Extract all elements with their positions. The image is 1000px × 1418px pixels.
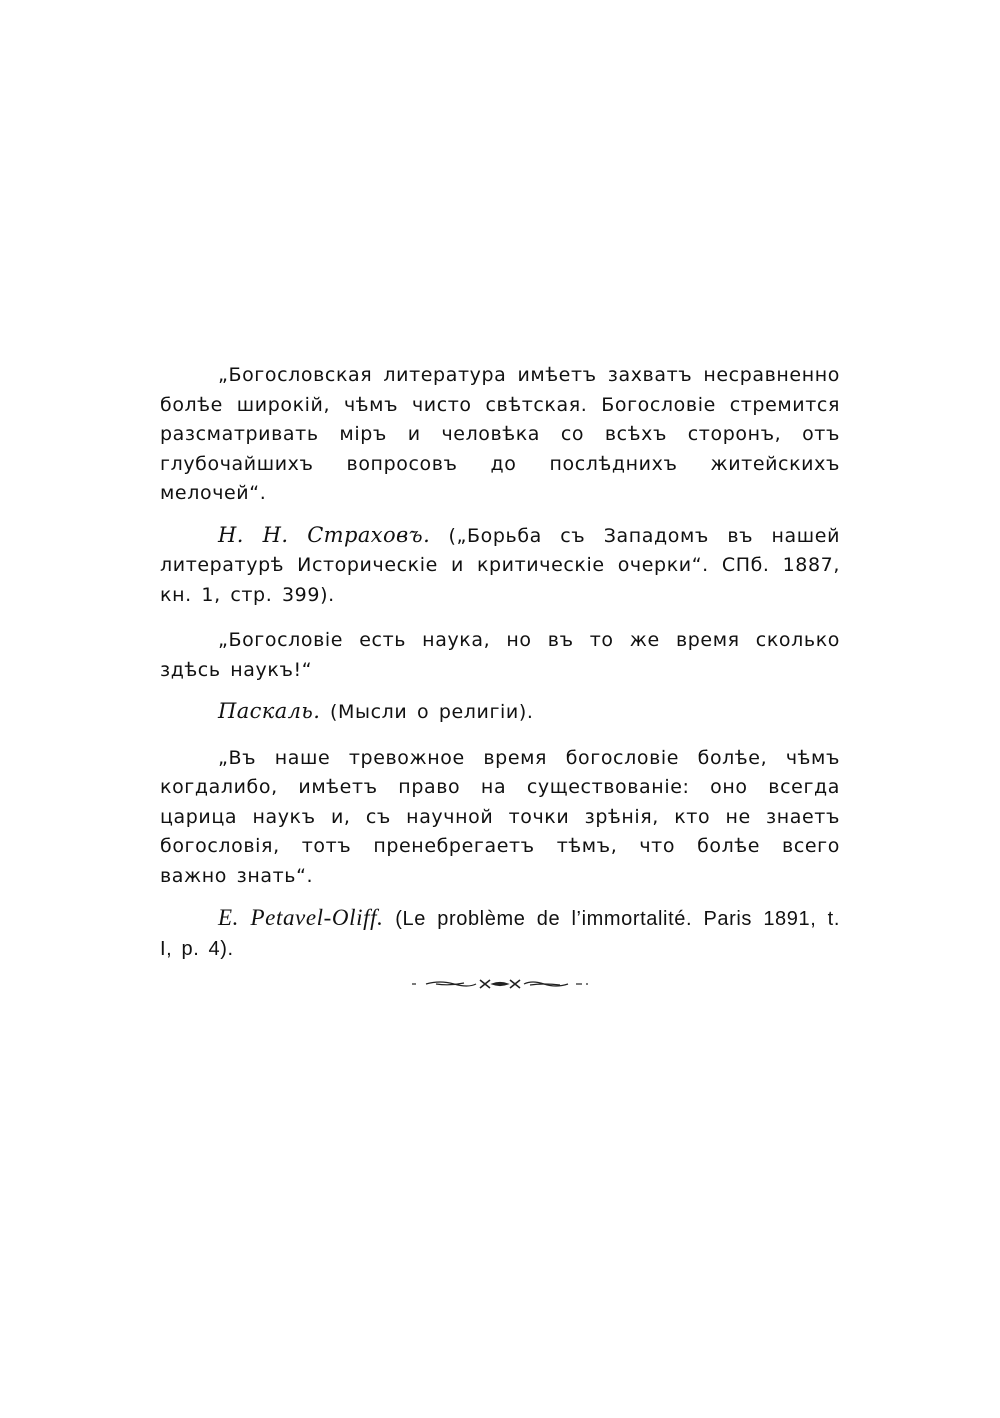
ornament-divider-icon: [410, 977, 590, 991]
source-strakhov: („Борьба съ Западомъ въ нашей литературѣ Историческіе и критическіе очерки“. СПб. 1887, кн. 1, стр. 399).: [160, 524, 841, 606]
author-pascal: Паскаль.: [218, 699, 321, 723]
attribution-petavel: [160, 903, 840, 964]
source-pascal: (Мысли о религіи).: [329, 701, 534, 723]
epigraph-block: [160, 361, 840, 964]
quote-strakhov: „Богословская литература имѣетъ захватъ несравненно болѣе широкій, чѣмъ чисто свѣтская. Богословіе стремится разсматривать міръ и человѣка со всѣхъ сторонъ, отъ глубочайшихъ вопросовъ до послѣднихъ житейскихъ мелочей“.: [160, 364, 840, 504]
source-petavel: (Le problème de l’immortalité. Paris 1891, t. I, p. 4).: [160, 908, 840, 960]
attribution-strakhov: [160, 521, 840, 611]
author-petavel: E. Petavel-Oliff.: [218, 905, 384, 930]
author-strakhov: Н. Н. Страховъ.: [218, 522, 431, 547]
quote-petavel: „Въ наше тревожное время богословіе болѣе, чѣмъ когдалибо, имѣетъ право на существованіе: оно всегда царица наукъ и, съ научной точки зрѣнія, кто не знаетъ богословія, тотъ пренебрегаетъ тѣмъ, что болѣе всего важно знать“.: [160, 746, 840, 887]
quote-pascal: „Богословіе есть наука, но въ то же время сколько здѣсь наукъ!“: [160, 629, 840, 681]
attribution-pascal: [160, 697, 840, 728]
